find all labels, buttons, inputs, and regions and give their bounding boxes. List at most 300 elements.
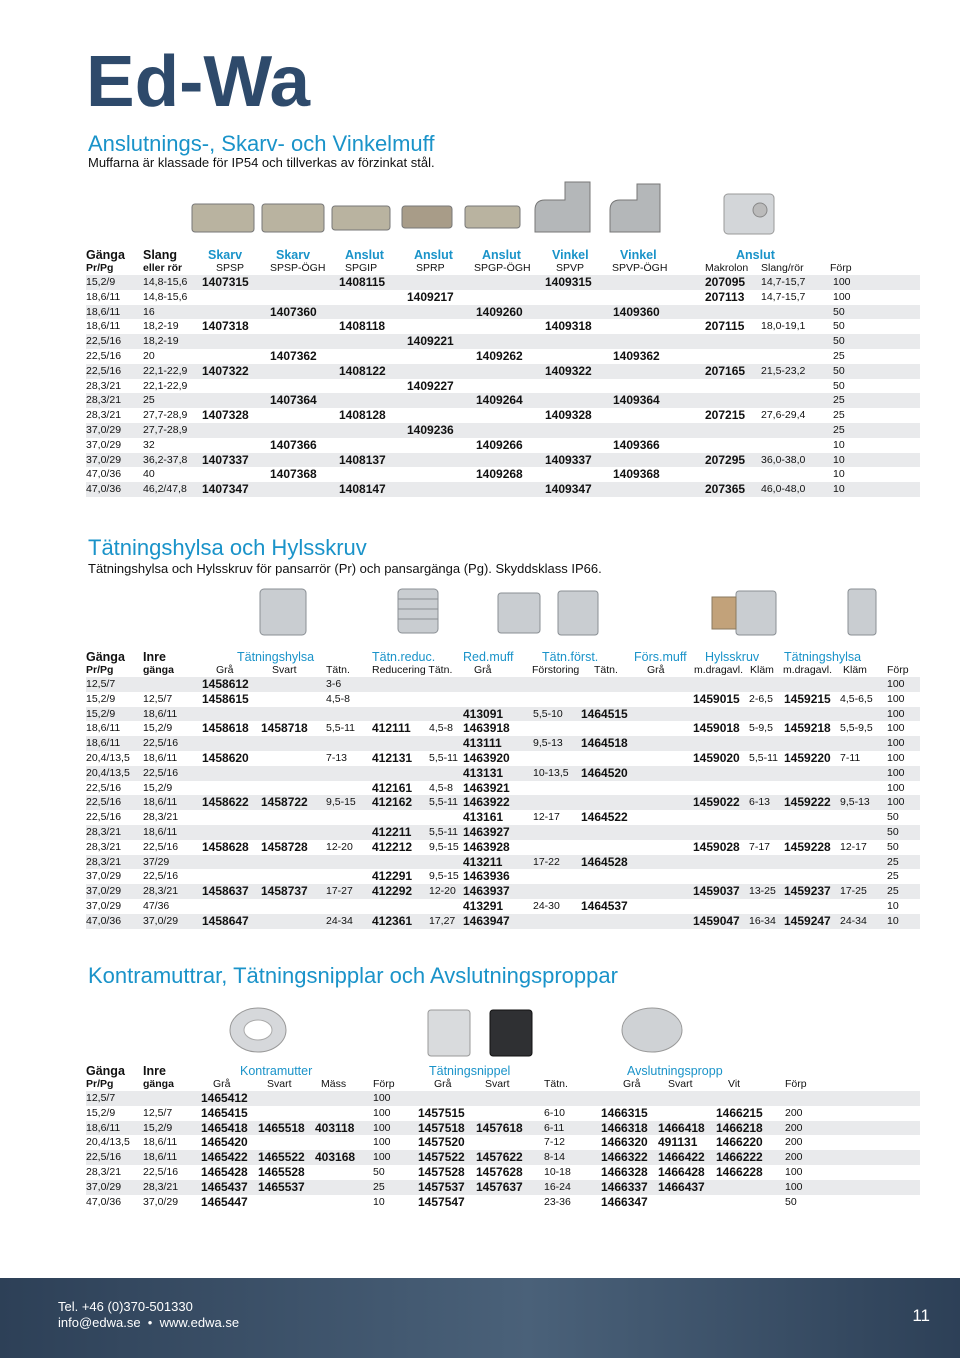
table-cell: 25 bbox=[833, 394, 845, 407]
table-cell: 1407322 bbox=[202, 363, 249, 378]
table-cell: 37,0/29 bbox=[143, 1195, 179, 1208]
table-cell: 37,0/29 bbox=[86, 899, 122, 912]
table-row bbox=[86, 1135, 920, 1150]
table-cell: 1464528 bbox=[581, 854, 628, 869]
table-cell: 1409368 bbox=[613, 467, 660, 482]
table-cell: 1407347 bbox=[202, 482, 249, 497]
table-cell: 50 bbox=[887, 840, 899, 853]
section2-subtitle: Tätningshylsa och Hylsskruv för pansarrör (Pr) och pansargänga (Pg). Skyddsklass IP66. bbox=[88, 561, 602, 576]
table-cell: 10 bbox=[887, 914, 899, 927]
table-cell: 1407366 bbox=[270, 437, 317, 452]
table-cell: 1463937 bbox=[463, 884, 510, 899]
table-cell: 1466218 bbox=[716, 1120, 763, 1135]
table-cell: 100 bbox=[887, 722, 905, 735]
table-cell: 200 bbox=[785, 1136, 803, 1149]
table-cell: 47,0/36 bbox=[86, 468, 122, 481]
table-row bbox=[86, 319, 920, 334]
table-cell: 28,3/21 bbox=[143, 811, 179, 824]
table-cell: 20,4/13,5 bbox=[86, 766, 130, 779]
table-cell: 1465420 bbox=[201, 1135, 248, 1150]
table-cell: 1459247 bbox=[784, 913, 831, 928]
table-cell: 1407318 bbox=[202, 319, 249, 334]
table-row bbox=[86, 379, 920, 394]
table-cell: 50 bbox=[373, 1165, 385, 1178]
table-cell: 25 bbox=[887, 855, 899, 868]
table-cell: 1466318 bbox=[601, 1120, 648, 1135]
footer-contact: info@edwa.se • www.edwa.se bbox=[58, 1315, 240, 1330]
muff-header-row1: Gänga Slang Skarv Skarv Anslut Anslut Anslut Vinkel Vinkel Anslut bbox=[86, 248, 775, 262]
table-cell: 100 bbox=[887, 796, 905, 809]
table-cell: 17-27 bbox=[326, 885, 353, 898]
table-cell: 1459047 bbox=[693, 913, 740, 928]
table-cell: 15,2/9 bbox=[86, 707, 116, 720]
kontramutter-body bbox=[86, 1091, 920, 1209]
table-cell: 50 bbox=[833, 305, 845, 318]
table-cell: 1409227 bbox=[407, 378, 454, 393]
table-cell: 1463927 bbox=[463, 824, 510, 839]
table-row bbox=[86, 334, 920, 349]
table-cell: 1458718 bbox=[261, 721, 308, 736]
table-cell: 403118 bbox=[315, 1120, 355, 1135]
table-cell: 1466322 bbox=[601, 1150, 648, 1165]
table-cell: 28,3/21 bbox=[143, 885, 179, 898]
table-cell: 1464520 bbox=[581, 765, 628, 780]
table-cell: 47,0/36 bbox=[86, 1195, 122, 1208]
table-cell: 20 bbox=[143, 349, 155, 362]
table-cell: 1409337 bbox=[545, 452, 592, 467]
table-cell: 100 bbox=[887, 707, 905, 720]
table-cell: 1409315 bbox=[545, 275, 592, 289]
table-cell: 1409268 bbox=[476, 467, 523, 482]
table-cell: 13-25 bbox=[749, 885, 776, 898]
table-cell: 50 bbox=[833, 379, 845, 392]
table-row bbox=[86, 1121, 920, 1136]
table-cell: 18,2-19 bbox=[143, 335, 179, 348]
table-cell: 100 bbox=[887, 766, 905, 779]
table-cell: 1409264 bbox=[476, 393, 523, 408]
table-cell: 28,3/21 bbox=[143, 1180, 179, 1193]
table-cell: 1465412 bbox=[201, 1091, 248, 1105]
table-row bbox=[86, 707, 920, 722]
table-cell: 412292 bbox=[372, 884, 413, 899]
table-cell: 25 bbox=[143, 394, 155, 407]
table-cell: 1463918 bbox=[463, 721, 510, 736]
table-cell: 14,7-15,7 bbox=[761, 290, 806, 303]
table-cell: 100 bbox=[887, 781, 905, 794]
table-cell: 16 bbox=[143, 305, 155, 318]
table-cell: 47,0/36 bbox=[86, 914, 122, 927]
table-cell: 36,0-38,0 bbox=[761, 453, 806, 466]
table-cell: 1465528 bbox=[258, 1164, 305, 1179]
table-cell: 1464537 bbox=[581, 898, 628, 913]
table-cell: 1465537 bbox=[258, 1179, 305, 1194]
table-cell: 1409360 bbox=[613, 304, 660, 319]
table-cell: 14,8-15,6 bbox=[143, 290, 188, 303]
table-cell: 1458722 bbox=[261, 795, 308, 810]
table-cell: 22,1-22,9 bbox=[143, 379, 188, 392]
table-cell: 1458618 bbox=[202, 721, 249, 736]
table-cell: 18,6/11 bbox=[143, 1136, 178, 1149]
table-cell: 1458637 bbox=[202, 884, 249, 899]
table-cell: 9,5-15 bbox=[429, 840, 459, 853]
table-cell: 50 bbox=[785, 1195, 797, 1208]
table-cell: 10-18 bbox=[544, 1165, 571, 1178]
table-cell: 1408128 bbox=[339, 408, 386, 423]
table-cell: 50 bbox=[887, 811, 899, 824]
table-cell: 412212 bbox=[372, 839, 413, 854]
table-cell: 200 bbox=[785, 1151, 803, 1164]
hylsa-body bbox=[86, 677, 920, 929]
table-cell: 12-17 bbox=[533, 811, 560, 824]
table-cell: 15,2/9 bbox=[86, 692, 116, 705]
page-number: 11 bbox=[912, 1306, 930, 1325]
table-cell: 100 bbox=[887, 678, 905, 690]
table-cell: 1465522 bbox=[258, 1150, 305, 1165]
table-row bbox=[86, 1150, 920, 1165]
table-cell: 207095 bbox=[705, 275, 746, 289]
table-cell: 18,6/11 bbox=[86, 722, 121, 735]
table-cell: 46,2/47,8 bbox=[143, 483, 187, 496]
table-cell: 1457518 bbox=[418, 1120, 465, 1135]
table-cell: 5,5-9,5 bbox=[840, 722, 873, 735]
table-cell: 100 bbox=[373, 1106, 391, 1119]
table-cell: 413091 bbox=[463, 706, 504, 721]
table-cell: 1466315 bbox=[601, 1105, 648, 1120]
table-cell: 28,3/21 bbox=[86, 409, 122, 422]
table-cell: 412162 bbox=[372, 795, 413, 810]
table-cell: 1407360 bbox=[270, 304, 317, 319]
table-cell: 1466422 bbox=[658, 1150, 705, 1165]
table-cell: 1463947 bbox=[463, 913, 510, 928]
table-cell: 4,5-8 bbox=[326, 692, 350, 705]
table-cell: 1407315 bbox=[202, 275, 249, 289]
table-cell: 27,7-28,9 bbox=[143, 409, 188, 422]
table-cell: 1463922 bbox=[463, 795, 510, 810]
table-cell: 22,5/16 bbox=[86, 1151, 122, 1164]
table-row bbox=[86, 423, 920, 438]
table-cell: 1466437 bbox=[658, 1179, 705, 1194]
table-cell: 1457628 bbox=[476, 1164, 523, 1179]
table-cell: 207365 bbox=[705, 482, 746, 497]
table-cell: 1409366 bbox=[613, 437, 660, 452]
table-cell: 1409347 bbox=[545, 482, 592, 497]
table-cell: 27,6-29,4 bbox=[761, 409, 806, 422]
table-row bbox=[86, 453, 920, 468]
table-cell: 1407368 bbox=[270, 467, 317, 482]
table-cell: 413211 bbox=[463, 854, 503, 869]
table-cell: 1466228 bbox=[716, 1164, 763, 1179]
table-cell: 5,5-11 bbox=[429, 825, 458, 838]
table-cell: 5,5-11 bbox=[429, 751, 458, 764]
table-cell: 37,0/29 bbox=[86, 1180, 122, 1193]
table-cell: 1457537 bbox=[418, 1179, 465, 1194]
hylsa-product-photos bbox=[258, 583, 878, 641]
table-cell: 47/36 bbox=[143, 899, 170, 912]
table-row bbox=[86, 677, 920, 692]
table-row bbox=[86, 393, 920, 408]
table-cell: 1466215 bbox=[716, 1105, 763, 1120]
table-cell: 1459215 bbox=[784, 691, 831, 706]
table-cell: 1459222 bbox=[784, 795, 831, 810]
table-cell: 1409221 bbox=[407, 334, 454, 349]
table-cell: 1465437 bbox=[201, 1179, 248, 1194]
table-cell: 12,5/7 bbox=[143, 692, 173, 705]
table-cell: 22,5/16 bbox=[86, 796, 122, 809]
table-cell: 28,3/21 bbox=[86, 855, 122, 868]
table-cell: 1457618 bbox=[476, 1120, 523, 1135]
table-cell: 37,0/29 bbox=[143, 914, 179, 927]
table-cell: 1408122 bbox=[339, 363, 386, 378]
table-cell: 24-34 bbox=[326, 914, 353, 927]
table-cell: 1409318 bbox=[545, 319, 592, 334]
table-cell: 7-12 bbox=[544, 1136, 566, 1149]
table-cell: 28,3/21 bbox=[86, 825, 122, 838]
table-cell: 412161 bbox=[372, 780, 413, 795]
table-cell: 10 bbox=[833, 453, 845, 466]
table-cell: 16-34 bbox=[749, 914, 776, 927]
table-cell: 8-14 bbox=[544, 1151, 566, 1164]
table-cell: 25 bbox=[833, 349, 845, 362]
table-cell: 12-20 bbox=[326, 840, 353, 853]
table-cell: 100 bbox=[833, 290, 851, 303]
table-cell: 1409328 bbox=[545, 408, 592, 423]
table-cell: 28,3/21 bbox=[86, 379, 122, 392]
table-cell: 1466347 bbox=[601, 1194, 648, 1209]
table-cell: 1409322 bbox=[545, 363, 592, 378]
table-cell: 7-17 bbox=[749, 840, 771, 853]
table-cell: 10 bbox=[373, 1195, 385, 1208]
table-cell: 1463920 bbox=[463, 750, 510, 765]
table-row bbox=[86, 884, 920, 899]
table-cell: 100 bbox=[785, 1165, 803, 1178]
table-cell: 9,5-13 bbox=[533, 737, 563, 750]
table-row bbox=[86, 482, 920, 497]
table-row bbox=[86, 810, 920, 825]
table-cell: 100 bbox=[887, 751, 905, 764]
table-cell: 17,27 bbox=[429, 914, 456, 927]
table-cell: 1459220 bbox=[784, 750, 831, 765]
table-cell: 22,5/16 bbox=[86, 335, 122, 348]
table-cell: 1466337 bbox=[601, 1179, 648, 1194]
kontramutter-table bbox=[86, 1064, 920, 1209]
table-cell: 23-36 bbox=[544, 1195, 571, 1208]
table-row bbox=[86, 1195, 920, 1210]
table-cell: 21,5-23,2 bbox=[761, 364, 806, 377]
table-cell: 1408115 bbox=[339, 275, 386, 289]
table-cell: 1465415 bbox=[201, 1105, 248, 1120]
kontramutter-header-row1: Gänga Inre Kontramutter Tätningsnippel Avslutningspropp bbox=[86, 1064, 723, 1078]
table-cell: 1408118 bbox=[339, 319, 386, 334]
table-cell: 1407337 bbox=[202, 452, 249, 467]
table-cell: 9,5-13 bbox=[840, 796, 870, 809]
table-cell: 1458728 bbox=[261, 839, 308, 854]
table-cell: 1459015 bbox=[693, 691, 740, 706]
table-cell: 1459237 bbox=[784, 884, 831, 899]
table-cell: 22,5/16 bbox=[143, 1165, 179, 1178]
table-cell: 1408147 bbox=[339, 482, 386, 497]
table-cell: 207165 bbox=[705, 363, 746, 378]
table-row bbox=[86, 1106, 920, 1121]
table-cell: 1409362 bbox=[613, 348, 660, 363]
table-cell: 18,6/11 bbox=[86, 305, 121, 318]
table-cell: 22,5/16 bbox=[86, 349, 122, 362]
table-cell: 37,0/29 bbox=[86, 870, 122, 883]
table-cell: 18,0-19,1 bbox=[761, 320, 806, 333]
table-cell: 22,5/16 bbox=[143, 870, 179, 883]
table-cell: 1409236 bbox=[407, 422, 454, 437]
table-cell: 50 bbox=[887, 825, 899, 838]
table-cell: 5,5-11 bbox=[749, 751, 778, 764]
table-cell: 18,6/11 bbox=[143, 825, 178, 838]
table-cell: 15,2/9 bbox=[143, 781, 173, 794]
table-cell: 40 bbox=[143, 468, 155, 481]
table-cell: 25 bbox=[887, 870, 899, 883]
table-cell: 413291 bbox=[463, 898, 504, 913]
table-row bbox=[86, 305, 920, 320]
table-cell: 1407328 bbox=[202, 408, 249, 423]
table-cell: 413111 bbox=[463, 736, 502, 751]
table-cell: 1458620 bbox=[202, 750, 249, 765]
table-cell: 1464518 bbox=[581, 736, 628, 751]
table-cell: 10 bbox=[833, 483, 845, 496]
table-cell: 2-6,5 bbox=[749, 692, 773, 705]
table-cell: 28,3/21 bbox=[86, 394, 122, 407]
table-cell: 100 bbox=[373, 1151, 391, 1164]
table-row bbox=[86, 795, 920, 810]
table-cell: 18,6/11 bbox=[143, 751, 178, 764]
table-row bbox=[86, 438, 920, 453]
table-cell: 5,5-11 bbox=[429, 796, 458, 809]
table-cell: 1459028 bbox=[693, 839, 740, 854]
table-cell: 1459022 bbox=[693, 795, 740, 810]
table-cell: 22,5/16 bbox=[86, 364, 122, 377]
table-cell: 200 bbox=[785, 1106, 803, 1119]
table-cell: 1458737 bbox=[261, 884, 308, 899]
table-row bbox=[86, 766, 920, 781]
table-cell: 12,5/7 bbox=[143, 1106, 173, 1119]
table-cell: 9,5-15 bbox=[429, 870, 459, 883]
table-row bbox=[86, 781, 920, 796]
table-cell: 207115 bbox=[705, 319, 745, 334]
table-row bbox=[86, 290, 920, 305]
table-cell: 1457515 bbox=[418, 1105, 465, 1120]
table-cell: 20,4/13,5 bbox=[86, 751, 130, 764]
table-cell: 1464522 bbox=[581, 810, 628, 825]
section2-title: Tätningshylsa och Hylsskruv bbox=[88, 535, 367, 560]
section1-title: Anslutnings-, Skarv- och Vinkelmuff bbox=[88, 131, 435, 156]
table-cell: 18,6/11 bbox=[86, 1121, 121, 1134]
table-cell: 1458647 bbox=[202, 913, 249, 928]
table-cell: 22,5/16 bbox=[86, 781, 122, 794]
kontramutter-product-photos bbox=[228, 1004, 728, 1058]
table-cell: 1465428 bbox=[201, 1164, 248, 1179]
table-cell: 5-9,5 bbox=[749, 722, 773, 735]
muff-header-row2: Pr/Pg eller rör SPSP SPSP-ÖGH SPGIP SPRP SPGP-ÖGH SPVP SPVP-ÖGH Makrolon Slang/rör Förp bbox=[86, 262, 852, 274]
table-cell: 1463936 bbox=[463, 869, 510, 884]
table-cell: 25 bbox=[833, 409, 845, 422]
table-cell: 12,5/7 bbox=[86, 678, 116, 690]
table-cell: 15,2/9 bbox=[86, 276, 116, 288]
hylsa-header-row2: Pr/Pg gänga Grå Svart Tätn. Reducering Tätn. Grå Förstoring Tätn. Grå m.dragavl. Kläm m.dragavl. Kläm Förp bbox=[86, 664, 909, 676]
table-cell: 28,3/21 bbox=[86, 1165, 122, 1178]
table-cell: 100 bbox=[785, 1180, 803, 1193]
table-row bbox=[86, 751, 920, 766]
table-cell: 50 bbox=[833, 335, 845, 348]
table-cell: 18,2-19 bbox=[143, 320, 179, 333]
table-cell: 1459037 bbox=[693, 884, 740, 899]
table-cell: 25 bbox=[887, 885, 899, 898]
table-cell: 1466328 bbox=[601, 1164, 648, 1179]
table-cell: 14,7-15,7 bbox=[761, 276, 806, 288]
table-row bbox=[86, 840, 920, 855]
table-cell: 1457522 bbox=[418, 1150, 465, 1165]
table-cell: 1409217 bbox=[407, 289, 454, 304]
table-cell: 4,5-6,5 bbox=[840, 692, 873, 705]
table-cell: 403168 bbox=[315, 1150, 356, 1165]
muff-table bbox=[86, 248, 920, 497]
table-cell: 200 bbox=[785, 1121, 803, 1134]
table-cell: 18,6/11 bbox=[143, 796, 178, 809]
table-row bbox=[86, 1165, 920, 1180]
table-cell: 100 bbox=[887, 692, 905, 705]
table-cell: 1465447 bbox=[201, 1194, 248, 1209]
table-cell: 15,2/9 bbox=[143, 722, 173, 735]
table-cell: 1459020 bbox=[693, 750, 740, 765]
table-cell: 1466320 bbox=[601, 1135, 648, 1150]
table-cell: 1466220 bbox=[716, 1135, 763, 1150]
table-cell: 1457520 bbox=[418, 1135, 465, 1150]
table-cell: 12-17 bbox=[840, 840, 867, 853]
table-cell: 32 bbox=[143, 438, 155, 451]
table-row bbox=[86, 692, 920, 707]
table-cell: 1409260 bbox=[476, 304, 523, 319]
table-cell: 22,5/16 bbox=[86, 811, 122, 824]
table-cell: 50 bbox=[833, 320, 845, 333]
table-cell: 1457637 bbox=[476, 1179, 523, 1194]
table-cell: 4,5-8 bbox=[429, 781, 453, 794]
table-cell: 412361 bbox=[372, 913, 413, 928]
table-cell: 16-24 bbox=[544, 1180, 571, 1193]
table-row bbox=[86, 1180, 920, 1195]
table-cell: 1407362 bbox=[270, 348, 317, 363]
table-cell: 6-13 bbox=[749, 796, 771, 809]
table-cell: 1408137 bbox=[339, 452, 386, 467]
table-cell: 207215 bbox=[705, 408, 746, 423]
table-cell: 1459018 bbox=[693, 721, 740, 736]
table-cell: 36,2-37,8 bbox=[143, 453, 188, 466]
table-cell: 37,0/29 bbox=[86, 885, 122, 898]
table-cell: 100 bbox=[887, 737, 905, 750]
table-row bbox=[86, 349, 920, 364]
hylsa-header-row1: Gänga Inre Tätningshylsa Tätn.reduc. Red.muff Tätn.först. Förs.muff Hylsskruv Tätningshylsa bbox=[86, 650, 862, 664]
table-row bbox=[86, 364, 920, 379]
table-cell: 17-25 bbox=[840, 885, 867, 898]
table-cell: 50 bbox=[833, 364, 845, 377]
table-cell: 3-6 bbox=[326, 678, 342, 690]
table-cell: 100 bbox=[373, 1092, 391, 1104]
table-row bbox=[86, 869, 920, 884]
table-cell: 46,0-48,0 bbox=[761, 483, 806, 496]
footer-phone: Tel. +46 (0)370-501330 bbox=[58, 1299, 193, 1314]
table-cell: 412131 bbox=[372, 750, 413, 765]
hylsa-table bbox=[86, 650, 920, 929]
table-cell: 10-13,5 bbox=[533, 766, 569, 779]
table-cell: 1458628 bbox=[202, 839, 249, 854]
table-cell: 1409266 bbox=[476, 437, 523, 452]
table-cell: 1465418 bbox=[201, 1120, 248, 1135]
table-cell: 18,6/11 bbox=[143, 1151, 178, 1164]
table-row bbox=[86, 899, 920, 914]
